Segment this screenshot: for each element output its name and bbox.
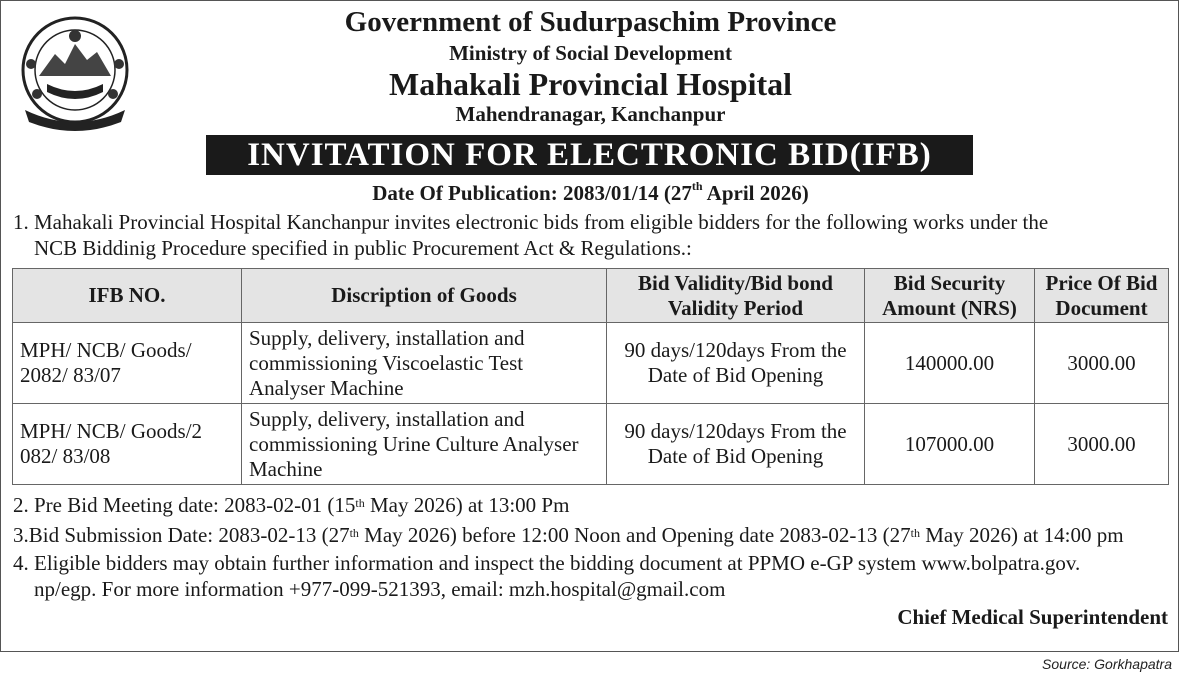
header-description: Discription of Goods: [242, 269, 607, 323]
cell-security: 107000.00: [865, 404, 1035, 485]
paragraph-3: 3.Bid Submission Date: 2083-02-13 (27th May 2026) before 12:00 Noon and Opening date 2083-02-13 (27th May 2026) at 14:00 pm: [13, 523, 1124, 547]
government-title: Government of Sudurpaschim Province: [344, 6, 837, 38]
cell-ifb-no: MPH/ NCB/ Goods/2 082/ 83/08: [13, 404, 242, 485]
cell-price: 3000.00: [1035, 404, 1169, 485]
header-validity: Bid Validity/Bid bond Validity Period: [607, 269, 865, 323]
header-price: Price Of Bid Document: [1035, 269, 1169, 323]
hospital-address: Mahendranagar, Kanchanpur: [455, 102, 726, 126]
cell-validity: 90 days/120days From the Date of Bid Opening: [607, 404, 865, 485]
header-ifb-no: IFB NO.: [13, 269, 242, 323]
table-header-row: [13, 269, 1169, 323]
table-row: [13, 404, 1169, 485]
cell-description: Supply, delivery, installation and commissioning Viscoelastic Test Analyser Machine: [242, 323, 607, 404]
ministry-title: Ministry of Social Development: [449, 41, 732, 65]
cell-price: 3000.00: [1035, 323, 1169, 404]
paragraph-1: 1. Mahakali Provincial Hospital Kanchanpur invites electronic bids from eligible bidders for the following works under the NCB Biddinig Procedure specified in public Procurement Act & Regulations.:: [13, 210, 1049, 260]
table-row: [13, 323, 1169, 404]
paragraph-4: 4. Eligible bidders may obtain further information and inspect the bidding document at PPMO e-GP system www.bolpatra.gov. np/egp. For more information +977-099-521393, email: mzh.hospital@gmail.com: [13, 551, 1081, 601]
signature: Chief Medical Superintendent: [897, 605, 1168, 629]
publication-date: Date Of Publication: 2083/01/14 (27th April 2026): [372, 179, 809, 205]
cell-validity: 90 days/120days From the Date of Bid Opening: [607, 323, 865, 404]
paragraph-2: 2. Pre Bid Meeting date: 2083-02-01 (15th May 2026) at 13:00 Pm: [13, 493, 570, 517]
bid-table: [12, 268, 1169, 485]
cell-ifb-no: MPH/ NCB/ Goods/ 2082/ 83/07: [13, 323, 242, 404]
hospital-title: Mahakali Provincial Hospital: [389, 66, 792, 102]
source-credit: Source: Gorkhapatra: [1042, 656, 1172, 672]
header-security: Bid Security Amount (NRS): [865, 269, 1035, 323]
ifb-banner: INVITATION FOR ELECTRONIC BID(IFB): [206, 135, 973, 175]
cell-security: 140000.00: [865, 323, 1035, 404]
cell-description: Supply, delivery, installation and commissioning Urine Culture Analyser Machine: [242, 404, 607, 485]
